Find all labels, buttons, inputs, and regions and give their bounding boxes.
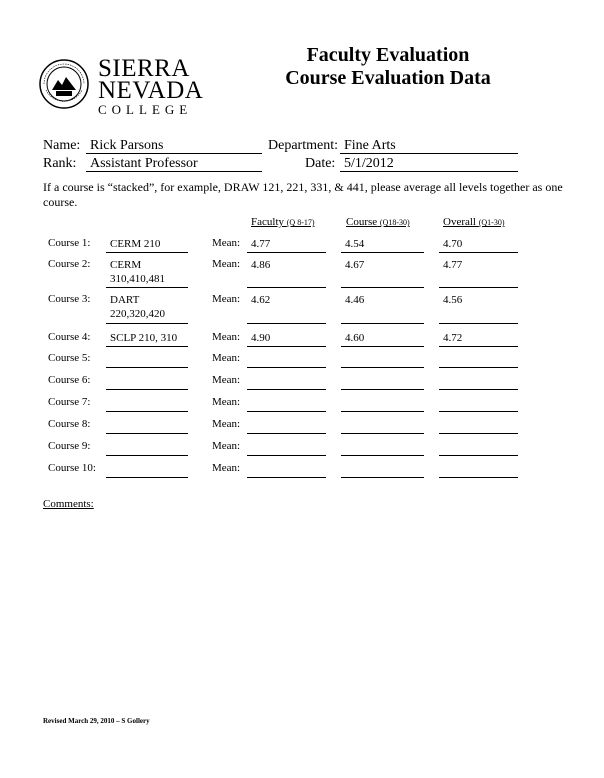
date-label: Date:: [305, 156, 336, 171]
course-name-field[interactable]: [106, 352, 188, 368]
mean-label: Mean:: [212, 258, 241, 270]
course-row-label: Course 3:: [48, 293, 91, 305]
rank-field[interactable]: Assistant Professor: [86, 156, 262, 172]
date-field[interactable]: 5/1/2012: [340, 156, 518, 172]
course-mean-field[interactable]: 4.54: [341, 237, 424, 253]
mean-label: Mean:: [212, 462, 241, 474]
faculty-mean-field[interactable]: [247, 374, 326, 390]
course-name-field[interactable]: [106, 374, 188, 390]
column-header-course: [346, 216, 410, 228]
name-field[interactable]: Rick Parsons: [86, 138, 262, 154]
comments-label: Comments:: [43, 498, 94, 510]
course-row-label: Course 2:: [48, 258, 91, 270]
column-header-overall: [443, 216, 505, 228]
overall-mean-field[interactable]: [439, 462, 518, 478]
course-name-field[interactable]: [106, 440, 188, 456]
mean-label: Mean:: [212, 374, 241, 386]
faculty-header-range: (Q 8-17): [286, 218, 315, 227]
mean-label: Mean:: [212, 352, 241, 364]
mean-label: Mean:: [212, 237, 241, 249]
overall-mean-field[interactable]: 4.72: [439, 331, 518, 347]
course-name-field[interactable]: CERM 210: [106, 237, 188, 253]
faculty-mean-field[interactable]: [247, 440, 326, 456]
course-name-field[interactable]: SCLP 210, 310: [106, 331, 188, 347]
overall-mean-field[interactable]: [439, 396, 518, 412]
faculty-mean-field[interactable]: [247, 418, 326, 434]
course-mean-field[interactable]: [341, 462, 424, 478]
course-row-label: Course 7:: [48, 396, 91, 408]
course-header-range: (Q18-30): [379, 218, 410, 227]
faculty-mean-field[interactable]: [247, 462, 326, 478]
mean-label: Mean:: [212, 418, 241, 430]
mean-label: Mean:: [212, 331, 241, 343]
faculty-mean-field[interactable]: 4.62: [247, 293, 326, 324]
overall-mean-field[interactable]: 4.56: [439, 293, 518, 324]
faculty-mean-field[interactable]: 4.77: [247, 237, 326, 253]
course-mean-field[interactable]: [341, 440, 424, 456]
wordmark-line-3: COLLEGE: [98, 102, 193, 117]
course-mean-field[interactable]: 4.67: [341, 258, 424, 288]
department-label: Department:: [268, 138, 338, 153]
name-label: Name:: [43, 138, 81, 153]
course-name-field[interactable]: [106, 418, 188, 434]
course-mean-field[interactable]: [341, 396, 424, 412]
course-row-label: Course 1:: [48, 237, 91, 249]
course-mean-field[interactable]: [341, 352, 424, 368]
overall-mean-field[interactable]: [439, 374, 518, 390]
title-line-1: Faculty Evaluation: [306, 44, 470, 66]
course-name-field[interactable]: [106, 462, 188, 478]
mean-label: Mean:: [212, 440, 241, 452]
course-row-label: Course 10:: [48, 462, 96, 474]
course-row-label: Course 8:: [48, 418, 91, 430]
faculty-mean-field[interactable]: [247, 396, 326, 412]
overall-header-range: (Q1-30): [478, 218, 505, 227]
overall-mean-field[interactable]: [439, 440, 518, 456]
column-header-faculty: [251, 216, 315, 228]
revision-footer: Revised March 29, 2010 – S Gollery: [43, 717, 150, 725]
faculty-header-label: Faculty: [251, 216, 284, 228]
course-row-label: Course 5:: [48, 352, 91, 364]
college-seal-icon: [38, 58, 90, 110]
faculty-mean-field[interactable]: 4.86: [247, 258, 326, 288]
college-logo: [38, 55, 204, 117]
course-row-label: Course 4:: [48, 331, 91, 343]
course-mean-field[interactable]: [341, 374, 424, 390]
overall-mean-field[interactable]: 4.77: [439, 258, 518, 288]
document-title: [270, 44, 506, 90]
course-name-field[interactable]: CERM 310,410,481: [106, 258, 188, 288]
course-name-field[interactable]: DART 220,320,420: [106, 293, 188, 324]
course-name-field[interactable]: [106, 396, 188, 412]
course-mean-field[interactable]: 4.46: [341, 293, 424, 324]
wordmark-line-1: SIERRA: [98, 55, 190, 82]
course-header-label: Course: [346, 216, 378, 228]
rank-label: Rank:: [43, 156, 77, 171]
wordmark-line-2: NEVADA: [98, 77, 204, 104]
overall-mean-field[interactable]: 4.70: [439, 237, 518, 253]
department-field[interactable]: Fine Arts: [340, 138, 518, 154]
college-wordmark: [98, 56, 203, 116]
mean-label: Mean:: [212, 293, 241, 305]
overall-mean-field[interactable]: [439, 418, 518, 434]
mean-label: Mean:: [212, 396, 241, 408]
title-line-2: Course Evaluation Data: [285, 67, 491, 89]
instructions-text: If a course is “stacked”, for example, DRAW 121, 221, 331, & 441, please average all levels together as one course.: [43, 180, 563, 209]
course-mean-field[interactable]: [341, 418, 424, 434]
course-mean-field[interactable]: 4.60: [341, 331, 424, 347]
faculty-mean-field[interactable]: 4.90: [247, 331, 326, 347]
course-row-label: Course 9:: [48, 440, 91, 452]
faculty-mean-field[interactable]: [247, 352, 326, 368]
overall-mean-field[interactable]: [439, 352, 518, 368]
course-row-label: Course 6:: [48, 374, 91, 386]
overall-header-label: Overall: [443, 216, 476, 228]
